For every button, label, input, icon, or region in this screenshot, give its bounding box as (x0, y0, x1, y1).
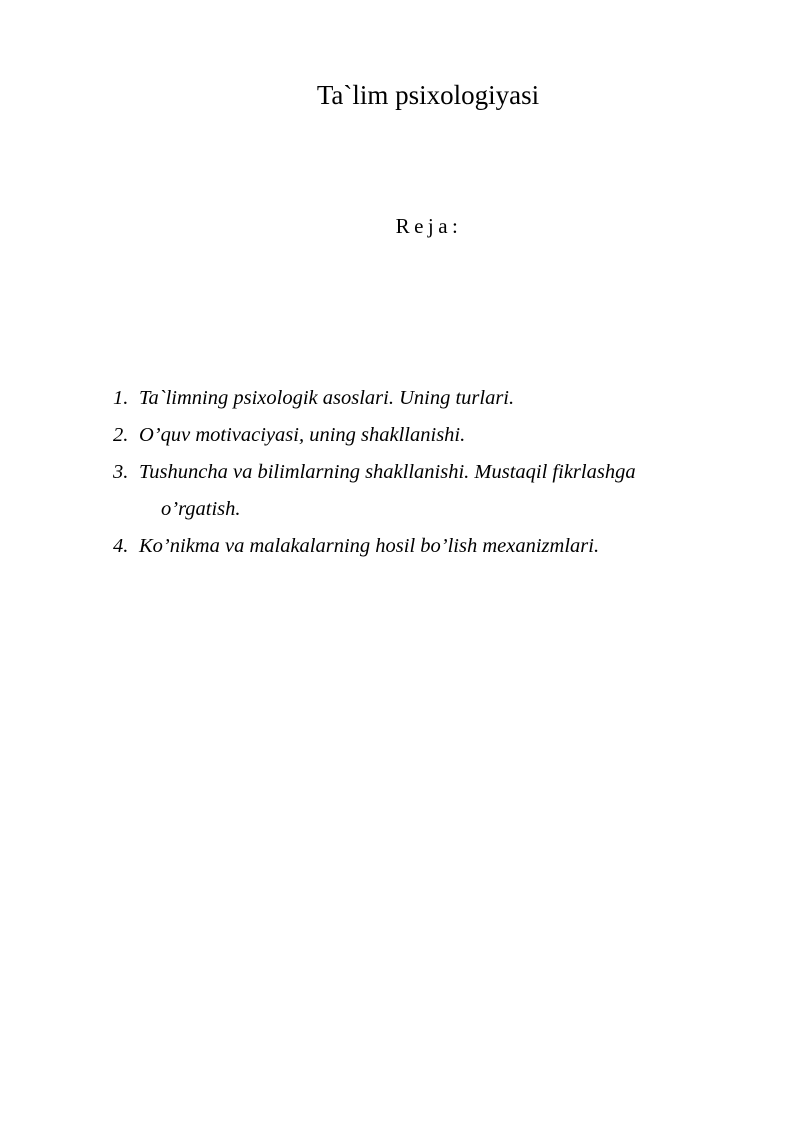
list-item-text (139, 454, 713, 528)
list-item-number: 1. (113, 387, 129, 409)
list-item-text (139, 417, 713, 454)
list-item-text (139, 380, 713, 417)
list-item-number: 2. (113, 424, 129, 446)
plan-heading: Reja: (395, 214, 463, 238)
list-item-line: o’rgatish. (161, 498, 241, 520)
list-item-line: Ta`limning psixologik asoslari. Uning turlari. (139, 387, 515, 409)
list-item-line: Ko’nikma va malakalarning hosil bo’lish mexanizmlari. (139, 535, 600, 557)
list-item-number: 3. (113, 461, 129, 483)
document-title: Ta`lim psixologiyasi (316, 80, 540, 110)
list-item (113, 380, 713, 417)
list-item (113, 528, 713, 565)
list-item-line: Tushuncha va bilimlarning shakllanishi. Mustaqil fikrlashga (139, 461, 636, 483)
list-item-line: O’quv motivaciyasi, uning shakllanishi. (139, 424, 466, 446)
list-item (113, 417, 713, 454)
list-item (113, 454, 713, 528)
plan-list (113, 380, 713, 565)
list-item-text (139, 528, 713, 565)
list-item-number: 4. (113, 535, 129, 557)
